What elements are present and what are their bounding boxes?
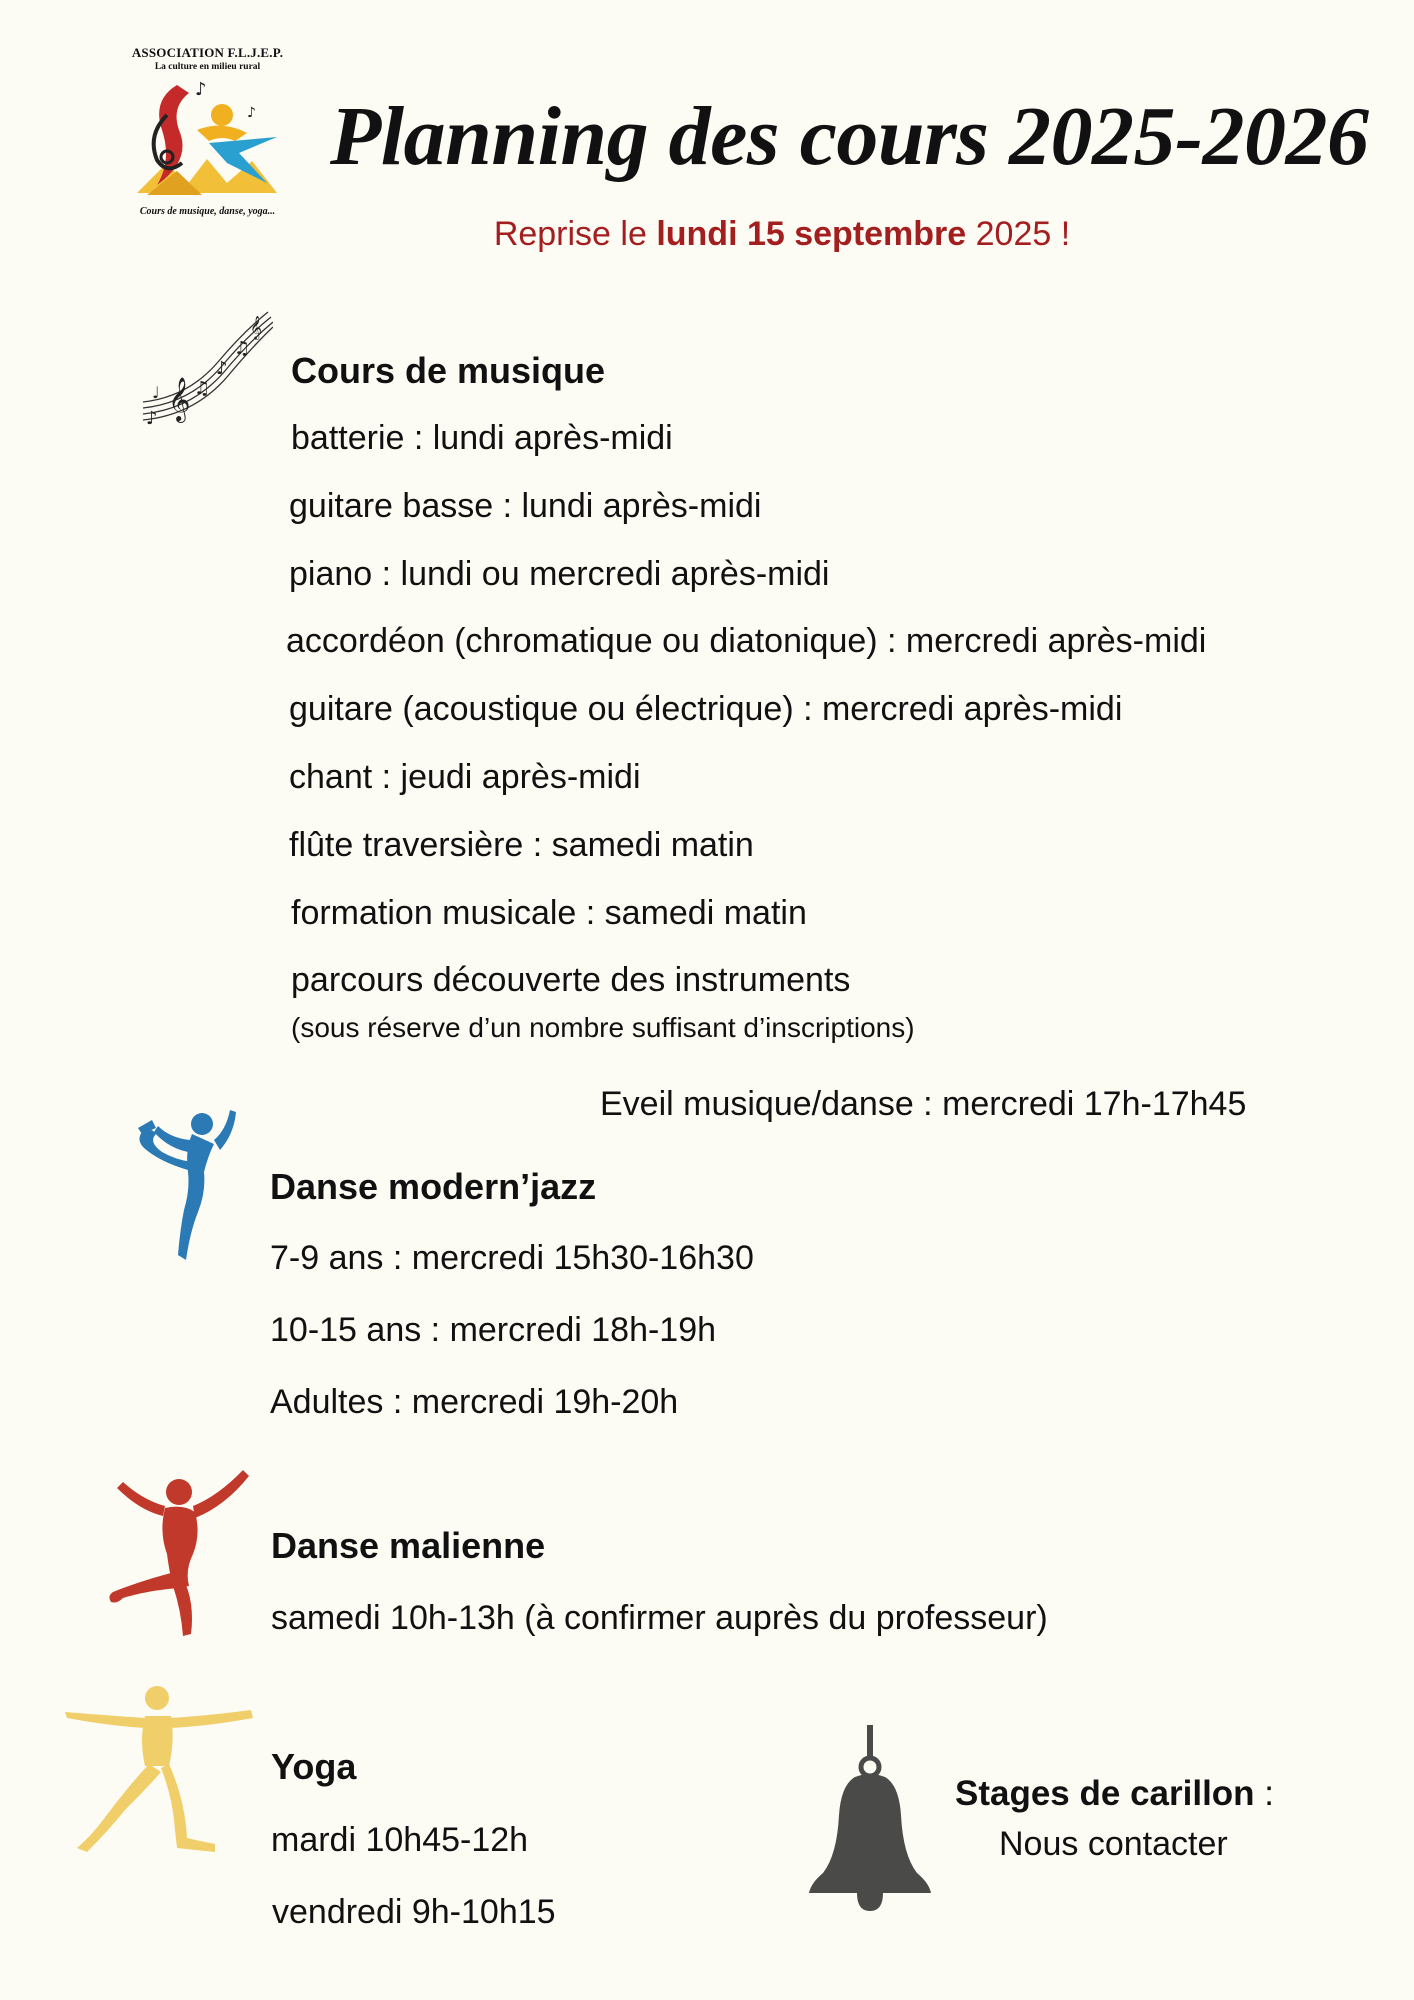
malienne-item: samedi 10h-13h (à confirmer auprès du professeur) — [271, 1599, 1048, 1637]
carillon-heading: Stages de carillon — [955, 1774, 1255, 1813]
music-note: (sous réserve d’un nombre suffisant d’inscriptions) — [291, 1012, 915, 1043]
music-item: piano : lundi ou mercredi après-midi — [289, 555, 830, 593]
svg-text:♪: ♪ — [146, 408, 158, 429]
logo-emblem-icon — [127, 75, 287, 203]
african-dancer-icon — [103, 1462, 253, 1642]
music-heading: Cours de musique — [291, 350, 606, 391]
eveil-line: Eveil musique/danse : mercredi 17h-17h45 — [600, 1085, 1247, 1123]
music-notes-icon — [138, 302, 273, 432]
jazz-item: Adultes : mercredi 19h-20h — [270, 1383, 679, 1421]
svg-text:♪: ♪ — [195, 79, 207, 100]
svg-text:♫: ♫ — [194, 378, 211, 399]
bell-icon — [805, 1725, 935, 1915]
malienne-heading: Danse malienne — [271, 1525, 546, 1566]
reprise-day: lundi 15 septembre — [656, 215, 967, 253]
svg-text:𝄞: 𝄞 — [168, 377, 191, 421]
jazz-heading: Danse modern’jazz — [270, 1166, 597, 1207]
carillon-contact: Nous contacter — [999, 1825, 1228, 1863]
jazz-dancer-icon — [130, 1100, 245, 1270]
logo-title: ASSOCIATION F.L.J.E.P. — [131, 45, 284, 60]
logo-subtitle: Cours de musique, danse, yoga... — [139, 206, 276, 217]
yoga-pose-icon — [65, 1680, 255, 1855]
reprise-date — [0, 215, 1414, 254]
music-item: formation musicale : samedi matin — [291, 894, 807, 932]
music-item: accordéon (chromatique ou diatonique) : mercredi après-midi — [286, 622, 1207, 660]
reprise-suffix: 2025 ! — [966, 215, 1071, 253]
logo-tagline: La culture en milieu rural — [154, 62, 261, 72]
music-item: parcours découverte des instruments — [291, 961, 851, 999]
yoga-heading: Yoga — [271, 1746, 357, 1787]
page-title: Planning des cours 2025-2026 — [330, 90, 1369, 183]
svg-text:♩: ♩ — [152, 383, 160, 402]
yoga-item: mardi 10h45-12h — [271, 1821, 529, 1859]
music-item: guitare basse : lundi après-midi — [289, 487, 762, 525]
association-logo — [115, 45, 300, 225]
jazz-item: 10-15 ans : mercredi 18h-19h — [270, 1311, 717, 1349]
svg-text:𝄞: 𝄞 — [250, 315, 262, 339]
svg-text:♫: ♫ — [234, 338, 251, 359]
music-item: guitare (acoustique ou électrique) : mercredi après-midi — [289, 690, 1123, 728]
reprise-prefix: Reprise le — [493, 215, 657, 253]
jazz-item: 7-9 ans : mercredi 15h30-16h30 — [270, 1239, 754, 1277]
carillon-heading-line — [955, 1774, 1274, 1814]
music-item: flûte traversière : samedi matin — [289, 826, 754, 864]
svg-text:♪: ♪ — [216, 358, 228, 379]
music-item: batterie : lundi après-midi — [291, 419, 673, 457]
music-item: chant : jeudi après-midi — [289, 758, 641, 796]
svg-text:♪: ♪ — [247, 105, 256, 121]
carillon-colon: : — [1254, 1774, 1275, 1813]
yoga-item: vendredi 9h-10h15 — [272, 1893, 556, 1931]
